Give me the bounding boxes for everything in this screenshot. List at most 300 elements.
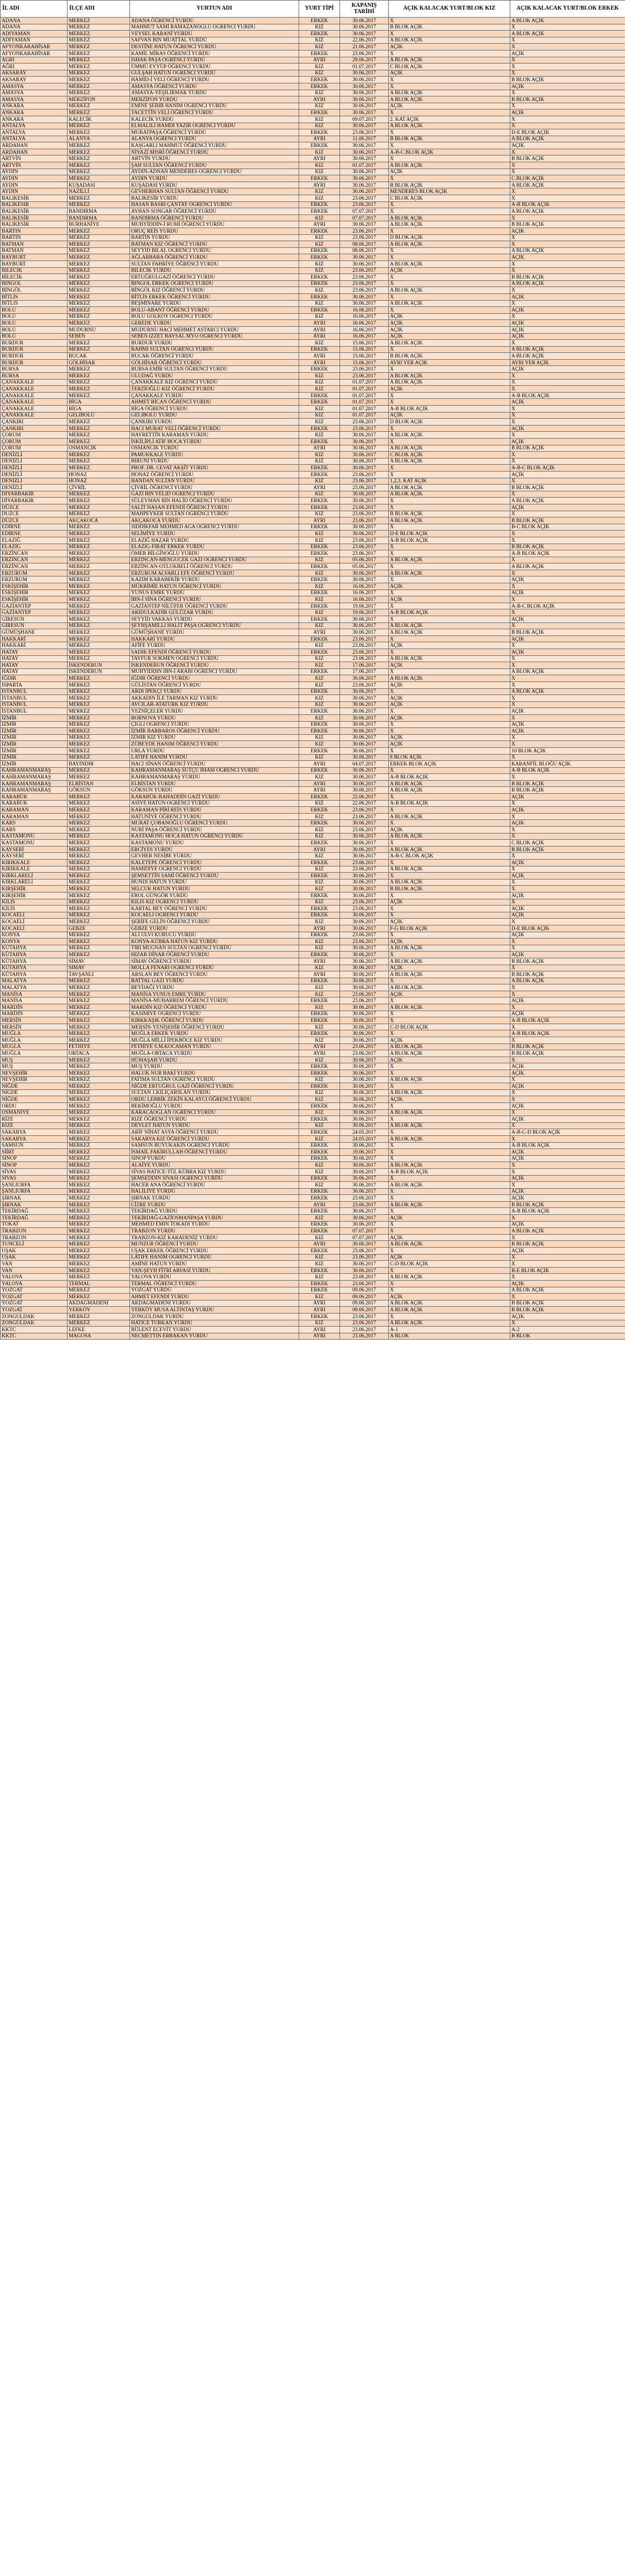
cell-tip: ERKEK (299, 1208, 340, 1215)
cell-tarih: 30.06.2017 (340, 531, 389, 537)
cell-il: GİRESUN (1, 616, 68, 623)
cell-il: İSTANBUL (1, 695, 68, 702)
cell-yurt: HATUNİYE ÖĞRENCİ YURDU (130, 813, 299, 820)
cell-tip: ERKEK (299, 307, 340, 314)
cell-tarih: 30.06.2017 (340, 833, 389, 840)
cell-tip: KIZ (299, 44, 340, 50)
cell-il: NİĞDE (1, 1089, 68, 1096)
cell-il: ÇANAKKALE (1, 392, 68, 399)
cell-yurt: BALIKESİR YURDU (130, 195, 299, 202)
table-row (1, 340, 625, 347)
cell-tip: KIZ (299, 734, 340, 741)
cell-tip: AYRI (299, 445, 340, 452)
cell-acik-erkek: AÇIK (510, 1070, 625, 1077)
cell-tarih: 21.06.2017 (340, 44, 389, 50)
cell-tip: ERKEK (299, 820, 340, 827)
cell-tarih: 23.06.2017 (340, 1327, 389, 1333)
cell-acik-kiz: A BLOK AÇIK (389, 1004, 510, 1011)
cell-il: ISPARTA (1, 681, 68, 688)
table-row (1, 635, 625, 642)
cell-tarih: 30.06.2017 (340, 767, 389, 774)
table-row (1, 175, 625, 182)
cell-tip: AYRI (299, 517, 340, 524)
cell-tarih: 24.05.2017 (340, 1129, 389, 1136)
cell-yurt: ELAZIĞ-FIRAT ERKEK YURDU (130, 544, 299, 550)
cell-acik-kiz: AÇIK (389, 1234, 510, 1241)
cell-yurt: GEBZE YURDU (130, 925, 299, 932)
cell-acik-erkek: A BLOK AÇIK (510, 18, 625, 24)
cell-yurt: TİRİ MUĞNAN SULTAN ÖĞRENCİ YURDU (130, 945, 299, 952)
cell-acik-erkek: X (510, 340, 625, 347)
cell-tip: KIZ (299, 938, 340, 945)
cell-ilce: MERKEZ (68, 1070, 130, 1077)
cell-yurt: UŞAK ERKEK ÖĞRENCİ YURDU (130, 1248, 299, 1255)
cell-ilce: MERKEZ (68, 800, 130, 807)
cell-tip: KIZ (299, 1024, 340, 1030)
cell-acik-erkek: X (510, 1037, 625, 1044)
cell-tarih: 30.06.2017 (340, 616, 389, 623)
cell-acik-kiz: X (389, 346, 510, 353)
cell-acik-kiz: AÇIK (389, 938, 510, 945)
cell-acik-erkek: X (510, 511, 625, 517)
cell-acik-erkek: X (510, 452, 625, 458)
cell-tip: KIZ (299, 570, 340, 576)
cell-yurt: SIDDIKFAR MEHMED AĞA ÖĞRENCİ YURDU (130, 524, 299, 531)
cell-acik-kiz: AÇIK (389, 714, 510, 721)
cell-tip: KIZ (299, 412, 340, 419)
table-row (1, 90, 625, 96)
cell-acik-erkek: AÇIK (510, 425, 625, 432)
cell-tarih: 30.06.2017 (340, 1017, 389, 1024)
cell-il: BATMAN (1, 247, 68, 254)
cell-yurt: HATİCE TÜRKAN YURDU (130, 1320, 299, 1327)
cell-ilce: MERKEZ (68, 24, 130, 31)
cell-il: ÇANKIRI (1, 419, 68, 426)
cell-ilce: MERKEZ (68, 123, 130, 129)
cell-tip: ERKEK (299, 18, 340, 24)
cell-tip: ERKEK (299, 978, 340, 984)
cell-yurt: GÜLİSTAN ÖĞRENCİ YURDU (130, 681, 299, 688)
table-row (1, 570, 625, 576)
cell-il: KAHRAMANMARAŞ (1, 780, 68, 787)
cell-tarih: 30.06.2017 (340, 169, 389, 175)
cell-tip: ERKEK (299, 1155, 340, 1162)
cell-tip: ERKEK (299, 129, 340, 136)
cell-acik-erkek: AÇIK (510, 590, 625, 596)
table-row (1, 77, 625, 83)
cell-tip: ERKEK (299, 1102, 340, 1109)
table-row (1, 254, 625, 261)
cell-tarih: 05.06.2017 (340, 563, 389, 570)
cell-ilce: MERKEZ (68, 1267, 130, 1274)
header-il: İL ADI (1, 1, 68, 18)
cell-yurt: HAKKARİ YURDU (130, 635, 299, 642)
cell-acik-kiz: X (389, 728, 510, 735)
cell-acik-kiz: X (389, 307, 510, 314)
cell-il: KASTAMONU (1, 833, 68, 840)
cell-acik-erkek: X (510, 965, 625, 971)
cell-ilce: MERKEZ (68, 1096, 130, 1103)
cell-acik-erkek: X (510, 675, 625, 682)
cell-tip: KIZ (299, 991, 340, 997)
cell-ilce: MERKEZ (68, 419, 130, 426)
cell-ilce: ORTACA (68, 1050, 130, 1057)
table-row (1, 563, 625, 570)
cell-tip: KIZ (299, 866, 340, 873)
table-row (1, 359, 625, 366)
cell-tip: ERKEK (299, 550, 340, 557)
cell-acik-kiz: X (389, 1116, 510, 1123)
cell-acik-kiz: X (389, 1175, 510, 1182)
cell-yurt: AHMET EFENDİ YURDU (130, 1294, 299, 1300)
table-row (1, 1102, 625, 1109)
cell-acik-erkek: B BLOK AÇIK (510, 1307, 625, 1314)
cell-yurt: AYHAN SONGAR ÖĞRENCİ YURDU (130, 208, 299, 215)
cell-tip: KIZ (299, 642, 340, 649)
cell-il: SİVAS (1, 1175, 68, 1182)
cell-yurt: ORUÇ REİS YURDU (130, 228, 299, 235)
cell-ilce: MERKEZ (68, 747, 130, 754)
cell-acik-erkek: A-B BLOK AÇIK (510, 1017, 625, 1024)
cell-tarih: 30.06.2017 (340, 18, 389, 24)
table-row (1, 1327, 625, 1333)
cell-acik-erkek: A BLOK AÇIK (510, 280, 625, 287)
table-row (1, 576, 625, 583)
cell-ilce: MERKEZ (68, 984, 130, 991)
cell-il: KOCAELİ (1, 919, 68, 925)
cell-yurt: HALİLİYE YURDU (130, 1188, 299, 1195)
cell-il: MUĞLA (1, 1037, 68, 1044)
cell-tarih: 30.06.2017 (340, 182, 389, 188)
cell-ilce: MERKEZ (68, 386, 130, 393)
cell-ilce: MERKEZ (68, 919, 130, 925)
table-row (1, 267, 625, 274)
cell-tip: ERKEK (299, 280, 340, 287)
cell-yurt: EMİNE ŞEBİB HANIM ÖĞRENCİ YURDU (130, 103, 299, 110)
cell-acik-kiz: X (389, 1208, 510, 1215)
cell-acik-kiz: AÇIK (389, 44, 510, 50)
cell-tip: ERKEK (299, 1116, 340, 1123)
cell-acik-kiz: X (389, 142, 510, 149)
cell-ilce: MERKEZ (68, 563, 130, 570)
table-row (1, 412, 625, 419)
cell-tip: KIZ (299, 596, 340, 603)
cell-tarih: 30.06.2017 (340, 1221, 389, 1228)
cell-ilce: MERKEZ (68, 83, 130, 90)
cell-il: BALIKESİR (1, 221, 68, 228)
cell-ilce: MERKEZ (68, 1274, 130, 1281)
table-row (1, 1267, 625, 1274)
cell-tip: AYRI (299, 96, 340, 103)
cell-acik-kiz: X (389, 425, 510, 432)
cell-tarih: 22.06.2017 (340, 800, 389, 807)
cell-acik-erkek: X (510, 1168, 625, 1175)
cell-il: KÜTAHYA (1, 965, 68, 971)
cell-tarih: 23.06.2017 (340, 274, 389, 281)
cell-ilce: MERKEZ (68, 1017, 130, 1024)
cell-ilce: SEBEN (68, 333, 130, 340)
cell-il: İZMİR (1, 728, 68, 735)
cell-il: MALATYA (1, 978, 68, 984)
cell-acik-kiz: X (389, 978, 510, 984)
cell-yurt: HALUK NUR BAKİ YURDU (130, 1070, 299, 1077)
cell-acik-kiz: X (389, 635, 510, 642)
cell-ilce: MERKEZ (68, 570, 130, 576)
cell-tip: KIZ (299, 313, 340, 320)
cell-acik-kiz: A BLOK AÇIK (389, 162, 510, 169)
cell-acik-erkek: X (510, 945, 625, 952)
cell-il: BURSA (1, 366, 68, 373)
cell-tip: KIZ (299, 919, 340, 925)
cell-il: İZMİR (1, 761, 68, 768)
cell-tarih: 30.06.2017 (340, 846, 389, 853)
cell-tarih: 15.06.2017 (340, 353, 389, 360)
cell-tip: ERKEK (299, 1313, 340, 1320)
cell-tip: KIZ (299, 609, 340, 616)
table-row (1, 912, 625, 919)
cell-yurt: MUŞ YURDU (130, 1063, 299, 1070)
cell-acik-kiz: A-B BLOK AÇIK (389, 774, 510, 781)
table-row (1, 754, 625, 761)
cell-tip: ERKEK (299, 1281, 340, 1287)
cell-acik-kiz: B BLOK AÇIK (389, 353, 510, 360)
cell-tarih: 30.06.2017 (340, 188, 389, 195)
table-row (1, 44, 625, 50)
cell-acik-erkek: X (510, 622, 625, 629)
cell-tip: ERKEK (299, 228, 340, 235)
cell-acik-erkek: AÇIK (510, 892, 625, 899)
cell-il: VAN (1, 1267, 68, 1274)
cell-ilce: MERKEZ (68, 1102, 130, 1109)
cell-acik-kiz: A BLOK AÇIK (389, 984, 510, 991)
cell-tarih: 30.06.2017 (340, 952, 389, 958)
cell-acik-kiz: A BLOK AÇIK (389, 971, 510, 978)
cell-acik-erkek: AÇIK (510, 110, 625, 116)
cell-yurt: HACI SİNAN ÖĞRENCİ YURDU (130, 761, 299, 768)
cell-yurt: LATİFE HANIM ÖĞRENCİ YURDU (130, 1254, 299, 1261)
cell-il: ADANA (1, 24, 68, 31)
cell-tarih: 30.06.2017 (340, 1142, 389, 1149)
table-row (1, 116, 625, 123)
table-row (1, 1221, 625, 1228)
table-row (1, 241, 625, 248)
cell-yurt: BİNGÖL ERKEK ÖĞRENCİ YURDU (130, 280, 299, 287)
cell-tarih: 30.06.2017 (340, 221, 389, 228)
cell-ilce: MERKEZ (68, 267, 130, 274)
cell-il: ADANA (1, 18, 68, 24)
cell-tarih: 24.05.2017 (340, 1135, 389, 1142)
cell-yurt: VEYSEL KARANİ YURDU (130, 31, 299, 37)
cell-acik-erkek: X (510, 1004, 625, 1011)
cell-ilce: MERKEZ (68, 833, 130, 840)
cell-acik-erkek: AÇIK (510, 320, 625, 327)
table-row (1, 1122, 625, 1129)
cell-yurt: YOZGAT YURDU (130, 1287, 299, 1294)
cell-il: İZMİR (1, 741, 68, 748)
cell-il: NİĞDE (1, 1096, 68, 1103)
cell-tip: KIZ (299, 1261, 340, 1268)
cell-tarih: 30.06.2017 (340, 925, 389, 932)
cell-ilce: KUŞADASI (68, 182, 130, 188)
cell-tarih: 23.06.2017 (340, 807, 389, 814)
table-row (1, 1254, 625, 1261)
cell-acik-erkek: AÇIK (510, 293, 625, 300)
table-row (1, 879, 625, 886)
cell-tarih: 30.06.2017 (340, 747, 389, 754)
cell-yurt: KASTAMONU YURDU (130, 840, 299, 847)
cell-tip: ERKEK (299, 1188, 340, 1195)
cell-acik-kiz: AÇIK (389, 991, 510, 997)
header-ilce: İLÇE ADI (68, 1, 130, 18)
table-row (1, 820, 625, 827)
cell-ilce: MERKEZ (68, 932, 130, 938)
cell-tarih: 23.06.2017 (340, 1254, 389, 1261)
cell-tarih: 30.06.2017 (340, 31, 389, 37)
table-row (1, 155, 625, 162)
cell-yurt: AMASYA-YEŞİLIRMAK YURDU (130, 90, 299, 96)
cell-il: DENİZLİ (1, 485, 68, 491)
cell-il: SAKARYA (1, 1129, 68, 1136)
cell-acik-kiz: X (389, 721, 510, 728)
cell-acik-erkek: AÇIK (510, 728, 625, 735)
cell-tarih: 23.06.2017 (340, 280, 389, 287)
cell-acik-kiz: A BLOK AÇIK (389, 1076, 510, 1083)
cell-tip: KIZ (299, 214, 340, 221)
cell-tarih: 30.06.2017 (340, 978, 389, 984)
cell-yurt: ŞERİFE GELİN ÖĞRENCİ YURDU (130, 919, 299, 925)
cell-acik-kiz: A BLOK AÇIK (389, 570, 510, 576)
cell-yurt: AMİNE HATUN YURDU (130, 1261, 299, 1268)
cell-il: KÜTAHYA (1, 958, 68, 965)
cell-il: ESKİŞEHİR (1, 596, 68, 603)
cell-il: ERZİNCAN (1, 557, 68, 563)
cell-ilce: MERKEZ (68, 452, 130, 458)
cell-tarih: 23.06.2017 (340, 234, 389, 241)
cell-il: KASTAMONU (1, 840, 68, 847)
cell-acik-kiz: 2. KAT AÇIK (389, 116, 510, 123)
cell-acik-erkek: X (510, 1162, 625, 1169)
cell-ilce: MERKEZ (68, 544, 130, 550)
cell-tarih: 30.06.2017 (340, 629, 389, 636)
cell-yurt: MAHMUT SAMİ RAMAZANOĞLU ÖĞRENCİ YURDU (130, 24, 299, 31)
cell-il: ÇORUM (1, 445, 68, 452)
cell-ilce: MERKEZ (68, 537, 130, 544)
cell-il: MUŞ (1, 1057, 68, 1063)
cell-tip: AYRI (299, 1050, 340, 1057)
cell-il: EDİRNE (1, 531, 68, 537)
cell-il: ŞIRNAK (1, 1195, 68, 1202)
cell-yurt: ŞEYHŞAMİLLİ HALİT PAŞA ÖĞRENCİ YURDU (130, 622, 299, 629)
cell-yurt: KAŞGARLI MAHMUT ÖĞRENCİ YURDU (130, 142, 299, 149)
cell-tip: KIZ (299, 557, 340, 563)
cell-ilce: MERKEZ (68, 695, 130, 702)
cell-il: MERSİN (1, 1024, 68, 1030)
table-row (1, 458, 625, 465)
cell-tip: ERKEK (299, 794, 340, 801)
cell-yurt: TEKİRDAĞ-GAZİOSMANPAŞA YURDU (130, 1215, 299, 1222)
cell-tip: KIZ (299, 386, 340, 393)
cell-acik-erkek: X (510, 149, 625, 155)
cell-acik-kiz: X (389, 50, 510, 57)
cell-tarih: 23.06.2017 (340, 1313, 389, 1320)
cell-yurt: AKÇAKOCA YURDU (130, 517, 299, 524)
cell-tarih: 23.06.2017 (340, 642, 389, 649)
cell-yurt: OSMANCIK YURDU (130, 445, 299, 452)
cell-acik-kiz: X (389, 952, 510, 958)
cell-acik-erkek: AÇIK (510, 912, 625, 919)
cell-tarih: 30.06.2017 (340, 1083, 389, 1090)
cell-tip: ERKEK (299, 1063, 340, 1070)
cell-yurt: HONAZ ÖĞRENCİ YURDU (130, 471, 299, 478)
cell-acik-kiz: X (389, 747, 510, 754)
cell-acik-erkek: X (510, 90, 625, 96)
cell-tarih: 30.06.2017 (340, 965, 389, 971)
cell-tip: KIZ (299, 1004, 340, 1011)
cell-acik-kiz: X (389, 366, 510, 373)
cell-tip: ERKEK (299, 142, 340, 149)
cell-ilce: MERKEZ (68, 373, 130, 380)
cell-ilce: MERKEZ (68, 103, 130, 110)
cell-tip: ERKEK (299, 465, 340, 472)
cell-il: KIRIKKALE (1, 866, 68, 873)
table-row (1, 596, 625, 603)
cell-yurt: BİGA ÖĞRENCİ YURDU (130, 406, 299, 413)
cell-yurt: HASAN BASRİ ÇANTAY ÖĞRENCİ YURDU (130, 201, 299, 208)
table-row (1, 827, 625, 834)
cell-tarih: 15.06.2017 (340, 340, 389, 347)
cell-il: ANKARA (1, 103, 68, 110)
cell-ilce: MERKEZ (68, 813, 130, 820)
cell-ilce: SİMAV (68, 958, 130, 965)
cell-tarih: 23.06.2017 (340, 1201, 389, 1208)
cell-acik-kiz: AÇIK (389, 103, 510, 110)
cell-tarih: 30.06.2017 (340, 83, 389, 90)
cell-ilce: ÇİVRİL (68, 485, 130, 491)
cell-tarih: 30.06.2017 (340, 971, 389, 978)
cell-yurt: ORDU LEBBİK ZEKİN KALAYCI ÖĞRENCİ YURDU (130, 1096, 299, 1103)
cell-acik-erkek: X (510, 714, 625, 721)
table-row (1, 1043, 625, 1050)
cell-tip: KIZ (299, 432, 340, 439)
header-yurt: YURTUN ADI (130, 1, 299, 18)
table-row (1, 932, 625, 938)
cell-acik-kiz: X (389, 465, 510, 472)
cell-ilce: MERKEZ (68, 1294, 130, 1300)
cell-yurt: SEYYİD BİLAL ÖĞRENCİ YURDU (130, 247, 299, 254)
cell-ilce: YERKÖY (68, 1307, 130, 1314)
cell-tip: KIZ (299, 169, 340, 175)
cell-acik-kiz: A BLOK AÇIK (389, 1182, 510, 1189)
cell-il: GAZİANTEP (1, 603, 68, 609)
cell-tarih: 23.06.2017 (340, 866, 389, 873)
cell-acik-erkek: X (510, 1254, 625, 1261)
cell-il: ERZURUM (1, 576, 68, 583)
cell-tarih: 30.06.2017 (340, 886, 389, 893)
cell-ilce: MERKEZ (68, 31, 130, 37)
cell-acik-erkek: X (510, 701, 625, 708)
cell-acik-erkek: AÇIK (510, 254, 625, 261)
cell-tip: AYRI (299, 787, 340, 794)
cell-il: KİLİS (1, 906, 68, 912)
cell-yurt: DEVLET HATUN YURDU (130, 1122, 299, 1129)
cell-yurt: YERKÖY MUSA ALTINTAŞ YURDU (130, 1307, 299, 1314)
cell-ilce: MERKEZ (68, 129, 130, 136)
cell-yurt: KARACAOĞLAN ÖĞRENCİ YURDU (130, 1109, 299, 1116)
cell-acik-erkek: X (510, 1096, 625, 1103)
cell-ilce: MERKEZ (68, 425, 130, 432)
cell-ilce: MERKEZ (68, 840, 130, 847)
cell-acik-kiz: AÇIK (389, 899, 510, 906)
